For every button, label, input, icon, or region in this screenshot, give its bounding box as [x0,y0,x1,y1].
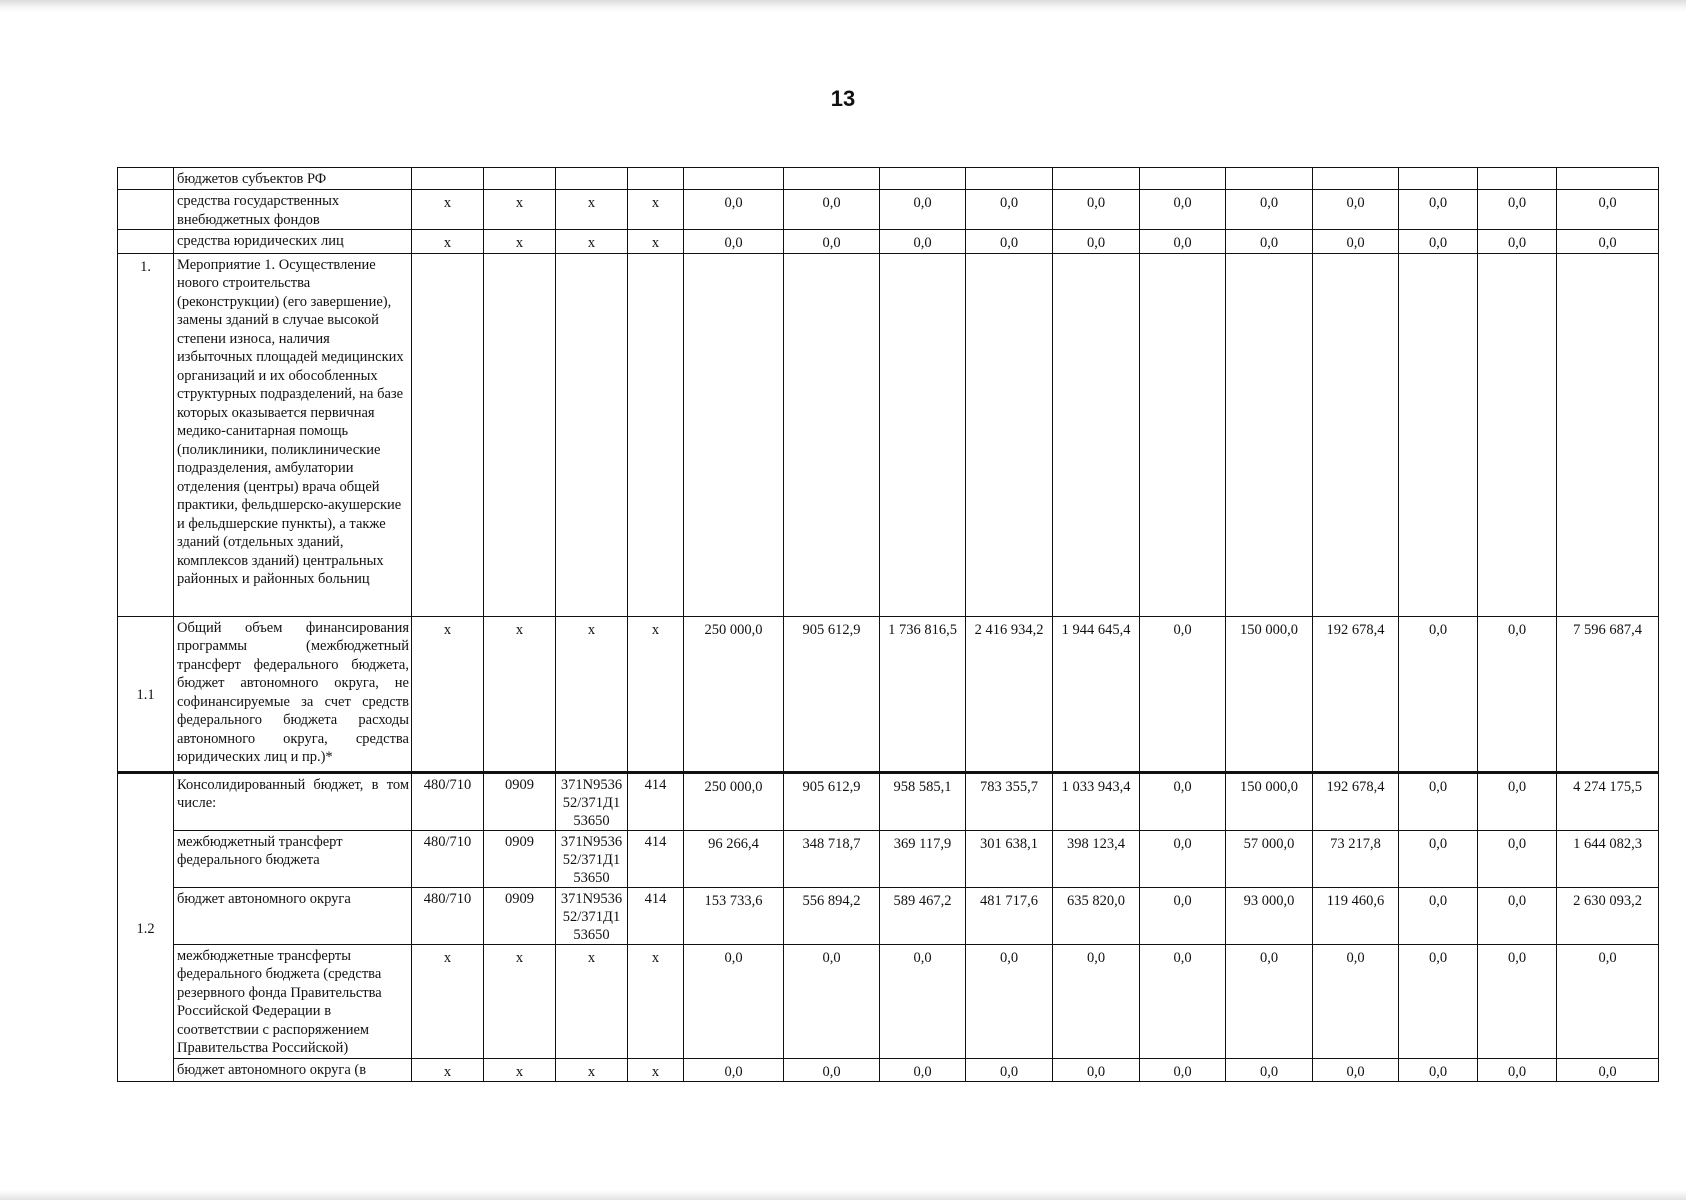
row-number [118,190,174,230]
cell-value: 0,0 [1226,190,1313,230]
cell-value: 0,0 [1053,1058,1140,1082]
cell-section-code: 0909 [484,887,556,944]
cell-value: 0,0 [784,230,880,254]
cell-total: 0,0 [1557,190,1659,230]
scan-edge-bottom [0,1190,1686,1200]
cell-section-code: x [484,616,556,772]
cell-value: 0,0 [1053,190,1140,230]
cell-value: 0,0 [880,230,966,254]
cell-value [1313,253,1399,616]
cell-value: 0,0 [966,944,1053,1058]
cell-value: 192 678,4 [1313,772,1399,830]
cell-value [1399,168,1478,190]
cell-gov-code: x [412,190,484,230]
cell-section-code [484,168,556,190]
cell-value: 0,0 [1399,830,1478,887]
cell-value: 0,0 [1478,772,1557,830]
table-row [118,830,1659,887]
cell-target-code: x [556,944,628,1058]
cell-total: 7 596 687,4 [1557,616,1659,772]
cell-value: 1 944 645,4 [1053,616,1140,772]
cell-value: 589 467,2 [880,887,966,944]
cell-section-code: 0909 [484,830,556,887]
cell-value: 1 736 816,5 [880,616,966,772]
cell-value: 0,0 [966,190,1053,230]
cell-gov-code [412,253,484,616]
cell-value: 150 000,0 [1226,616,1313,772]
row-number [118,168,174,190]
row-number: 1. [118,253,174,616]
cell-value: 905 612,9 [784,616,880,772]
cell-value: 0,0 [1313,190,1399,230]
cell-value: 192 678,4 [1313,616,1399,772]
cell-value: 0,0 [966,230,1053,254]
cell-value: 0,0 [684,1058,784,1082]
cell-gov-code: x [412,1058,484,1082]
cell-value [1053,168,1140,190]
cell-value [1478,168,1557,190]
cell-value: 0,0 [784,944,880,1058]
row-description: Консолидированный бюджет, в том числе: [174,772,412,830]
cell-value: 0,0 [1313,230,1399,254]
cell-value [1226,253,1313,616]
row-number: 1.1 [118,616,174,772]
cell-section-code [484,253,556,616]
cell-value: 0,0 [684,944,784,1058]
cell-value: 0,0 [1399,616,1478,772]
cell-value: 905 612,9 [784,772,880,830]
cell-value [684,253,784,616]
row-description: бюджет автономного округа [174,887,412,944]
row-description: бюджет автономного округа (в [174,1058,412,1082]
cell-value [1313,168,1399,190]
row-number: 1.2 [118,772,174,1082]
cell-expense-type: x [628,616,684,772]
cell-value: 0,0 [1226,230,1313,254]
cell-target-code: x [556,190,628,230]
cell-section-code: x [484,190,556,230]
cell-value: 783 355,7 [966,772,1053,830]
cell-value: 93 000,0 [1226,887,1313,944]
cell-value [966,168,1053,190]
cell-value: 0,0 [1478,1058,1557,1082]
cell-gov-code: 480/710 [412,830,484,887]
cell-value [1478,253,1557,616]
row-description: средства государственных внебюджетных фондов [174,190,412,230]
table-row [118,253,1659,616]
cell-target-code: 371N9536 52/371Д1 53650 [556,830,628,887]
cell-target-code [556,168,628,190]
table-row [118,1058,1659,1082]
cell-section-code: 0909 [484,772,556,830]
cell-target-code: x [556,1058,628,1082]
cell-value: 0,0 [966,1058,1053,1082]
cell-target-code: 371N9536 52/371Д1 53650 [556,772,628,830]
cell-section-code: x [484,230,556,254]
cell-expense-type: 414 [628,887,684,944]
table-row [118,887,1659,944]
cell-value: 250 000,0 [684,616,784,772]
cell-value [1399,253,1478,616]
cell-expense-type: 414 [628,772,684,830]
cell-total [1557,168,1659,190]
cell-value: 150 000,0 [1226,772,1313,830]
cell-total: 0,0 [1557,944,1659,1058]
cell-expense-type: x [628,190,684,230]
cell-gov-code: 480/710 [412,772,484,830]
cell-value: 0,0 [1053,944,1140,1058]
cell-value: 0,0 [1478,944,1557,1058]
cell-expense-type: x [628,944,684,1058]
cell-value: 301 638,1 [966,830,1053,887]
cell-value: 0,0 [1313,944,1399,1058]
cell-value: 0,0 [880,1058,966,1082]
cell-value: 0,0 [784,190,880,230]
cell-total [1557,253,1659,616]
cell-value: 1 033 943,4 [1053,772,1140,830]
cell-value: 348 718,7 [784,830,880,887]
cell-value: 0,0 [1140,944,1226,1058]
cell-value: 481 717,6 [966,887,1053,944]
cell-gov-code: x [412,616,484,772]
cell-total: 2 630 093,2 [1557,887,1659,944]
table-row [118,190,1659,230]
cell-value: 0,0 [1140,616,1226,772]
cell-value [784,168,880,190]
cell-section-code: x [484,944,556,1058]
page-number: 13 [830,86,856,111]
cell-expense-type [628,253,684,616]
cell-target-code [556,253,628,616]
cell-value: 96 266,4 [684,830,784,887]
cell-gov-code: x [412,944,484,1058]
cell-value: 0,0 [1313,1058,1399,1082]
cell-gov-code [412,168,484,190]
table-row [118,772,1659,830]
cell-value: 0,0 [1140,230,1226,254]
row-description: Мероприятие 1. Осуществление нового строительства (реконструкции) (его завершение), замены зданий в случае высокой степени износа, наличия избыточных площадей медицинских организаций и их обособленных структурных подразделений, на базе которых оказывается первичная медико-санитарная помощь (поликлиники, поликлинические подразделения, амбулатории отделения (центры) врача общей практики, фельдшерско-акушерские и фельдшерские пункты), а также зданий (отдельных зданий, комплексов зданий) центральных районных и районных больниц [174,253,412,616]
cell-value: 556 894,2 [784,887,880,944]
cell-value: 0,0 [1226,944,1313,1058]
cell-target-code: x [556,616,628,772]
cell-value: 0,0 [880,190,966,230]
row-description: Общий объем финансирования программы (межбюджетный трансферт федерального бюджета, бюджет автономного округа, не софинансируемые за счет средств федерального бюджета расходы автономного округа, средства юридических лиц и пр.)* [174,616,412,772]
cell-value: 57 000,0 [1226,830,1313,887]
row-number [118,230,174,254]
cell-value: 0,0 [880,944,966,1058]
cell-expense-type: x [628,230,684,254]
cell-target-code: 371N9536 52/371Д1 53650 [556,887,628,944]
cell-value [966,253,1053,616]
cell-section-code: x [484,1058,556,1082]
cell-value: 0,0 [1399,887,1478,944]
table-row [118,944,1659,1058]
cell-value: 153 733,6 [684,887,784,944]
cell-value [1140,168,1226,190]
cell-value: 0,0 [1478,616,1557,772]
cell-value [684,168,784,190]
cell-total: 1 644 082,3 [1557,830,1659,887]
cell-expense-type: x [628,1058,684,1082]
cell-value: 0,0 [1399,190,1478,230]
cell-value: 0,0 [1399,772,1478,830]
cell-value [1226,168,1313,190]
cell-expense-type [628,168,684,190]
cell-gov-code: 480/710 [412,887,484,944]
cell-value: 250 000,0 [684,772,784,830]
cell-target-code: x [556,230,628,254]
cell-value: 0,0 [1478,230,1557,254]
cell-value: 0,0 [1478,887,1557,944]
cell-value: 635 820,0 [1053,887,1140,944]
cell-value: 0,0 [1053,230,1140,254]
cell-value [784,253,880,616]
scan-edge-top [0,0,1686,12]
cell-value: 0,0 [1140,830,1226,887]
cell-value: 958 585,1 [880,772,966,830]
cell-value [880,253,966,616]
cell-value: 2 416 934,2 [966,616,1053,772]
cell-value: 0,0 [684,190,784,230]
cell-value: 0,0 [1399,1058,1478,1082]
table-row [118,616,1659,772]
cell-value: 119 460,6 [1313,887,1399,944]
row-description: межбюджетные трансферты федерального бюджета (средства резервного фонда Правительства Российской Федерации в соответствии с распоряжением Правительства Российской) [174,944,412,1058]
cell-total: 4 274 175,5 [1557,772,1659,830]
table-row [118,168,1659,190]
cell-value: 0,0 [1140,772,1226,830]
cell-value [880,168,966,190]
cell-value: 0,0 [1478,830,1557,887]
cell-total: 0,0 [1557,1058,1659,1082]
cell-value: 369 117,9 [880,830,966,887]
cell-value: 0,0 [1140,190,1226,230]
cell-value: 0,0 [1140,887,1226,944]
cell-expense-type: 414 [628,830,684,887]
cell-value: 73 217,8 [1313,830,1399,887]
cell-value: 398 123,4 [1053,830,1140,887]
cell-value [1140,253,1226,616]
cell-total: 0,0 [1557,230,1659,254]
cell-value: 0,0 [1226,1058,1313,1082]
row-description: бюджетов субъектов РФ [174,168,412,190]
cell-value [1053,253,1140,616]
cell-value: 0,0 [1399,230,1478,254]
row-description: средства юридических лиц [174,230,412,254]
cell-value: 0,0 [1140,1058,1226,1082]
table-row [118,230,1659,254]
cell-gov-code: x [412,230,484,254]
cell-value: 0,0 [1478,190,1557,230]
financing-table [117,167,1659,1082]
cell-value: 0,0 [1399,944,1478,1058]
cell-value: 0,0 [784,1058,880,1082]
row-description: межбюджетный трансферт федерального бюджета [174,830,412,887]
cell-value: 0,0 [684,230,784,254]
